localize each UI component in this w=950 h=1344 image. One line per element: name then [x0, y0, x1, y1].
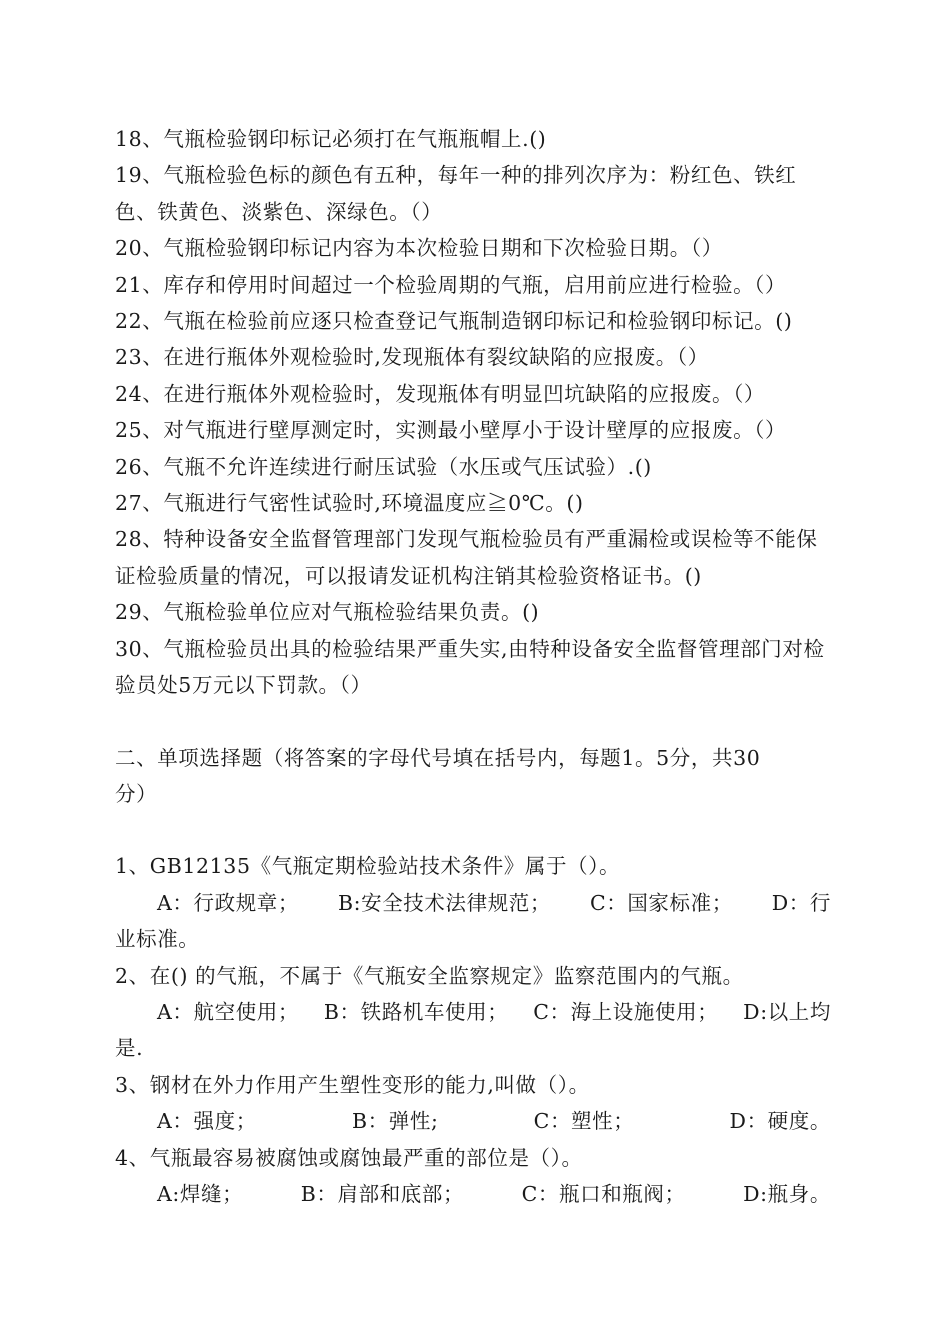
tf-item-19: 19、气瓶检验色标的颜色有五种，每年一种的排列次序为：粉红色、铁红色、铁黄色、淡紫色、深绿色。（） [115, 163, 797, 224]
option-d: D：行 [771, 890, 831, 915]
tf-item-29: 29、气瓶检验单位应对气瓶检验结果负责。() [115, 600, 540, 625]
option-row [115, 1103, 831, 1139]
section-heading: 二、单项选择题（将答案的字母代号填在括号内，每题1。5分，共30 [115, 745, 761, 770]
tf-item-28: 28、特种设备安全监督管理部门发现气瓶检验员有严重漏检或误检等不能保证检验质量的情况，可以报请发证机构注销其检验资格证书。() [115, 527, 818, 588]
question-text: 3、钢材在外力作用产生塑性变形的能力,叫做（）。 [115, 1072, 590, 1097]
option-a: A：强度； [157, 1109, 257, 1134]
option-a: A：行政规章； [157, 890, 300, 915]
tf-item-27: 27、气瓶进行气密性试验时,环境温度应≧0℃。() [115, 491, 584, 516]
mc-question-4 [115, 1140, 831, 1213]
question-text: 1、GB12135《气瓶定期检验站技术条件》属于（）。 [115, 854, 621, 879]
question-text: 2、在() 的气瓶，不属于《气瓶安全监察规定》监察范围内的气瓶。 [115, 963, 744, 988]
tf-item-23: 23、在进行瓶体外观检验时,发现瓶体有裂纹缺陷的应报废。（） [115, 345, 709, 370]
option-c: C：国家标准； [589, 890, 733, 915]
tf-item-24: 24、在进行瓶体外观检验时，发现瓶体有明显凹坑缺陷的应报废。（） [115, 381, 766, 406]
option-continuation: 是. [115, 1036, 144, 1061]
option-a: A:焊缝； [157, 1181, 244, 1206]
tf-item-18: 18、气瓶检验钢印标记必须打在气瓶瓶帽上.() [115, 127, 547, 151]
option-c: C：瓶口和瓶阀； [521, 1181, 686, 1206]
option-c: C：塑性； [533, 1109, 635, 1134]
option-row [115, 885, 831, 921]
option-d: D：硬度。 [729, 1109, 831, 1134]
option-continuation: 业标准。 [115, 927, 200, 952]
option-c: C：海上设施使用； [533, 999, 719, 1024]
option-b: B：肩部和底部； [300, 1181, 465, 1206]
tf-item-30: 30、气瓶检验员出具的检验结果严重失实,由特种设备安全监督管理部门对检验员处5万元以下罚款。（） [115, 636, 825, 698]
blank-line [115, 812, 831, 848]
option-a: A：航空使用； [157, 999, 300, 1024]
option-d: D:瓶身。 [743, 1181, 831, 1206]
document-body [115, 121, 831, 1212]
section-heading-continuation: 分） [115, 781, 158, 806]
option-row [115, 994, 831, 1030]
option-b: B：铁路机车使用； [323, 999, 509, 1024]
mc-question-1 [115, 848, 831, 957]
option-b: B：弹性; [352, 1109, 439, 1134]
mc-question-3 [115, 1067, 831, 1140]
tf-item-25: 25、对气瓶进行壁厚测定时，实测最小壁厚小于设计壁厚的应报废。（） [115, 418, 787, 443]
mc-question-2 [115, 958, 831, 1067]
tf-item-21: 21、库存和停用时间超过一个检验周期的气瓶，启用前应进行检验。（） [115, 272, 787, 297]
tf-item-22: 22、气瓶在检验前应逐只检查登记气瓶制造钢印标记和检验钢印标记。() [115, 309, 793, 334]
option-b: B:安全技术法律规范； [337, 890, 552, 915]
option-d: D:以上均 [743, 999, 831, 1024]
blank-line [115, 704, 831, 740]
option-row [115, 1176, 831, 1212]
tf-item-20: 20、气瓶检验钢印标记内容为本次检验日期和下次检验日期。（） [115, 236, 723, 261]
question-text: 4、气瓶最容易被腐蚀或腐蚀最严重的部位是（）。 [115, 1145, 583, 1170]
tf-item-26: 26、气瓶不允许连续进行耐压试验（水压或气压试验）.() [115, 454, 652, 479]
